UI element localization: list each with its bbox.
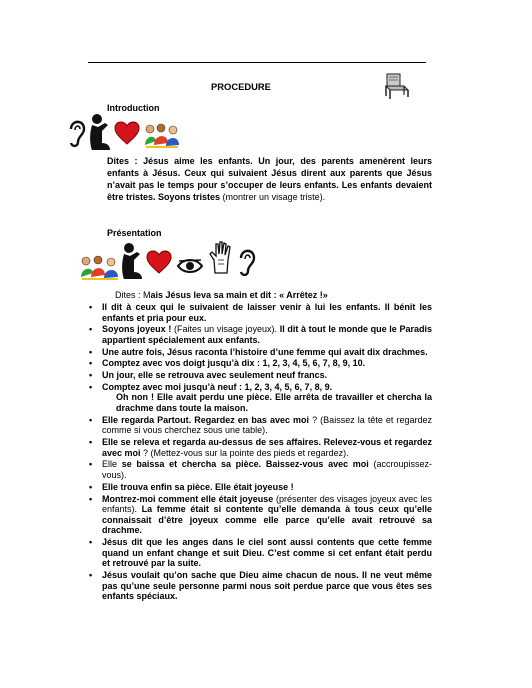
item-bold: Elle regarda Partout. Regardez en bas avec moi: [102, 414, 310, 425]
item-bold: Comptez avec vos doigt jusqu’à dix : 1, 2, 3, 4, 5, 6, 7, 8, 9, 10.: [102, 358, 366, 369]
list-item: [87, 459, 432, 480]
item-note: (Faites un visage joyeux).: [171, 324, 278, 335]
item-bold: Soyons joyeux !: [102, 324, 172, 335]
presentation-icon-row: [80, 240, 280, 282]
item-bold: Il dit à tout le monde que le Paradis appartient spécialement aux enfants.: [102, 324, 432, 345]
ear-icon: [236, 246, 258, 278]
list-item: [87, 370, 432, 381]
praying-person-icon: [120, 242, 144, 280]
heart-icon: [114, 121, 140, 145]
item-bold: Elle trouva enfin sa pièce. Elle était joyeuse !: [102, 481, 294, 492]
eye-icon: [176, 257, 204, 275]
list-item: [87, 358, 432, 369]
opening-normal: Dites : M: [115, 290, 151, 300]
item-bold: Il dit à ceux qui le suivaient de laisser venir à lui les enfants. Il bénit les enfants et pria pour eux.: [102, 302, 432, 323]
list-item: [87, 382, 432, 414]
list-item: [87, 437, 432, 458]
procedure-list: [87, 302, 432, 603]
list-item: [87, 537, 432, 569]
item-note: (présenter des visages joyeux avec les enfants).: [102, 493, 432, 515]
intro-paragraph-bold: Dites : Jésus aime les enfants. Un jour, des parents amenèrent leurs enfants à Jésus. Ceux qui suivaient Jésus dirent aux parents que Jésus n’avait pas le temps pour s’occuper de leurs enfants. Les enfants devaient être tristes. Soyons tristes: [107, 156, 432, 202]
item-note: ? (Baissez la tête et regardez comme si vous cherchez sous une table).: [102, 414, 433, 436]
intro-heading: Introduction: [107, 103, 160, 113]
item-note: (accroupissez-vous).: [102, 459, 432, 481]
intro-paragraph-note: (montrer un visage triste).: [220, 191, 326, 202]
chair-icon: [382, 71, 412, 101]
list-item: [87, 302, 432, 323]
opening-bold: ais Jésus leva sa main et dit : « Arrêtez !»: [150, 290, 328, 300]
item-bold: Montrez-moi comment elle était joyeuse: [102, 493, 274, 504]
presentation-opening: [115, 290, 328, 300]
hand-icon: [208, 240, 234, 274]
item-bold: La femme était si contente qu’elle demanda à tous ceux qu’elle connaissait d’être joyeux comme elle parce qu’elle avait retrouvé sa drachme.: [102, 504, 432, 536]
children-group-icon: [80, 254, 120, 280]
praying-person-icon: [88, 113, 112, 151]
top-rule: [88, 62, 426, 63]
item-note: ? (Mettez-vous sur la pointe des pieds et regardez).: [140, 447, 349, 458]
ear-icon: [66, 117, 88, 149]
heart-icon: [146, 250, 172, 274]
item-lead: Elle: [102, 459, 118, 470]
list-item: [87, 324, 432, 345]
item-continuation: Oh non ! Elle avait perdu une pièce. Elle arrêta de travailler et chercha la drachme dans toute la maison.: [116, 392, 432, 414]
item-bold: se baissa et chercha sa pièce. Baissez-vous avec moi: [117, 459, 369, 470]
list-item: [87, 494, 432, 536]
item-bold: Comptez avec moi jusqu’à neuf : 1, 2, 3, 4, 5, 6, 7, 8, 9.: [102, 381, 333, 392]
list-item: [87, 347, 432, 358]
intro-paragraph: [107, 156, 432, 204]
item-bold: Un jour, elle se retrouva avec seulement neuf francs.: [102, 370, 328, 381]
item-bold: Une autre fois, Jésus raconta l’histoire d’une femme qui avait dix drachmes.: [102, 346, 428, 357]
item-bold: Jésus dit que les anges dans le ciel sont aussi contents que cette femme quand un enfant change et suit Dieu. C’est comme si cet enfant était perdu et retrouvé par la suite.: [102, 537, 432, 569]
list-item: [87, 415, 432, 436]
list-item: [87, 570, 432, 602]
item-bold: Elle se releva et regarda au-dessus de ses affaires. Relevez-vous et regardez avec moi: [102, 437, 432, 458]
page-title: PROCEDURE: [211, 81, 271, 92]
item-bold: Jésus voulait qu’on sache que Dieu aime chacun de nous. Il ne veut même pas qu’une seule personne parmi nous soit perdue parce que vous êtes ses enfants spéciaux.: [102, 569, 432, 602]
list-item: [87, 482, 432, 493]
children-group-icon: [144, 123, 180, 149]
presentation-heading: Présentation: [107, 228, 162, 238]
intro-icon-row: [66, 113, 186, 155]
